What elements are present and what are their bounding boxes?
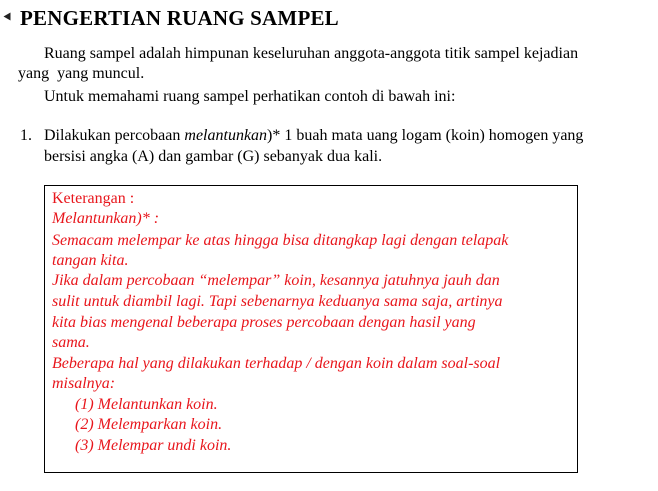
note-heading: Keterangan : xyxy=(52,190,135,207)
note-term: Melantunkan)* : xyxy=(52,210,160,227)
note-line: Beberapa hal yang dilakukan terhadap / dengan koin dalam soal-soal xyxy=(52,355,501,372)
definition-paragraph-line-2: yang yang muncul. xyxy=(18,65,145,82)
note-list-item: (3) Melempar undi koin. xyxy=(75,437,232,454)
example-line-1-text-a: Dilakukan percobaan xyxy=(44,127,185,144)
note-line: tangan kita. xyxy=(52,252,129,269)
example-line-1 xyxy=(44,126,583,146)
note-line: Semacam melempar ke atas hingga bisa ditangkap lagi dengan telapak xyxy=(52,232,509,249)
section-heading: PENGERTIAN RUANG SAMPEL xyxy=(20,6,339,30)
note-line: sulit untuk diambil lagi. Tapi sebenarnya keduanya sama saja, artinya xyxy=(52,293,503,310)
note-line: kita bias mengenal beberapa proses percobaan dengan hasil yang xyxy=(52,314,476,331)
note-line: sama. xyxy=(52,334,90,351)
note-list-item: (1) Melantunkan koin. xyxy=(75,396,218,413)
example-number: 1. xyxy=(20,127,32,144)
note-line: misalnya: xyxy=(52,375,116,392)
intro-paragraph: Untuk memahami ruang sampel perhatikan contoh di bawah ini: xyxy=(44,88,456,105)
example-line-1-italic-term: melantunkan xyxy=(184,127,268,144)
definition-paragraph-line-1: Ruang sampel adalah himpunan keseluruhan anggota-anggota titik sampel kejadian xyxy=(44,45,579,62)
example-line-2: bersisi angka (A) dan gambar (G) sebanyak dua kali. xyxy=(44,148,383,165)
example-line-1-text-b: )* 1 buah mata uang logam (koin) homogen yang xyxy=(267,127,584,144)
note-line: Jika dalam percobaan “melempar” koin, kesannya jatuhnya jauh dan xyxy=(52,272,500,289)
collapse-triangle-icon[interactable] xyxy=(4,13,11,21)
note-list-item: (2) Melemparkan koin. xyxy=(75,416,223,433)
